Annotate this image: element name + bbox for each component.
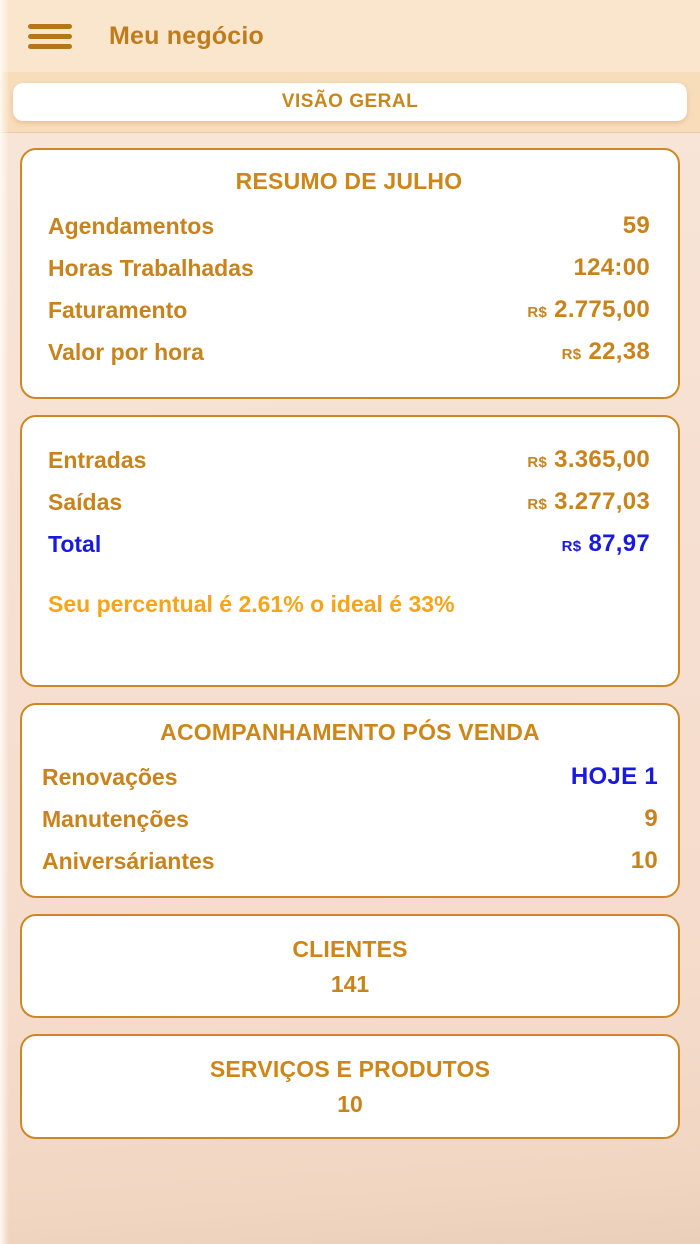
services-card-title: SERVIÇOS E PRODUTOS <box>209 1056 491 1082</box>
menu-bar <box>28 44 72 49</box>
summary-card-title: RESUMO DE JULHO <box>235 168 463 194</box>
stat-row-manutencoes <box>42 798 658 840</box>
services-card[interactable] <box>20 1034 680 1139</box>
stat-label: Manutenções <box>42 805 189 832</box>
stat-value: R$ 2.775,00 <box>527 296 650 323</box>
stat-row-entradas <box>48 439 650 481</box>
stat-row-faturamento <box>48 289 650 331</box>
stat-value: 59 <box>622 212 650 239</box>
clients-count: 141 <box>330 971 370 997</box>
app-bar <box>0 0 700 72</box>
currency-prefix: R$ <box>527 496 548 513</box>
stat-value: 10 <box>630 847 658 874</box>
services-count: 10 <box>337 1091 363 1117</box>
tab-visao-geral[interactable]: VISÃO GERAL <box>13 83 687 121</box>
stat-row-aniversariantes <box>42 840 658 882</box>
stat-value: HOJE 1 <box>570 763 658 790</box>
stat-value: R$ 22,38 <box>561 338 650 365</box>
percent-note: Seu percentual é 2.61% o ideal é 33% <box>48 591 455 617</box>
stat-value: R$ 3.365,00 <box>527 446 650 473</box>
page-title: Meu negócio <box>109 21 264 50</box>
menu-bar <box>28 24 72 29</box>
stat-label: Valor por hora <box>48 338 204 365</box>
stat-label: Aniversáriantes <box>42 847 215 874</box>
tab-bar <box>0 72 700 133</box>
stat-row-saidas <box>48 481 650 523</box>
stat-label: Saídas <box>48 488 123 515</box>
menu-bar <box>28 34 72 39</box>
stat-value: R$ 3.277,03 <box>527 488 650 515</box>
stat-row-valor-hora <box>48 331 650 373</box>
stat-row-agendamentos <box>48 205 650 247</box>
stat-value: 9 <box>644 805 658 832</box>
summary-card <box>20 148 680 399</box>
stat-row-total <box>48 523 650 565</box>
stat-label: Entradas <box>48 446 147 473</box>
currency-prefix: R$ <box>561 538 582 555</box>
stat-value: 124:00 <box>573 254 650 281</box>
finance-card <box>20 415 680 687</box>
stat-row-renovacoes <box>42 756 658 798</box>
stat-label: Agendamentos <box>48 212 215 239</box>
content <box>0 133 700 1139</box>
stat-label: Renovações <box>42 763 178 790</box>
currency-prefix: R$ <box>561 346 582 363</box>
stat-value: R$ 87,97 <box>561 530 650 557</box>
currency-prefix: R$ <box>527 454 548 471</box>
clients-card-title: CLIENTES <box>292 936 408 962</box>
stat-label: Faturamento <box>48 296 188 323</box>
hamburger-menu-icon[interactable] <box>28 24 72 49</box>
clients-card[interactable] <box>20 914 680 1018</box>
followup-card <box>20 703 680 898</box>
stat-label: Horas Trabalhadas <box>48 254 254 281</box>
currency-prefix: R$ <box>527 304 548 321</box>
stat-label: Total <box>48 530 102 557</box>
followup-card-title: ACOMPANHAMENTO PÓS VENDA <box>160 719 540 745</box>
stat-row-horas <box>48 247 650 289</box>
